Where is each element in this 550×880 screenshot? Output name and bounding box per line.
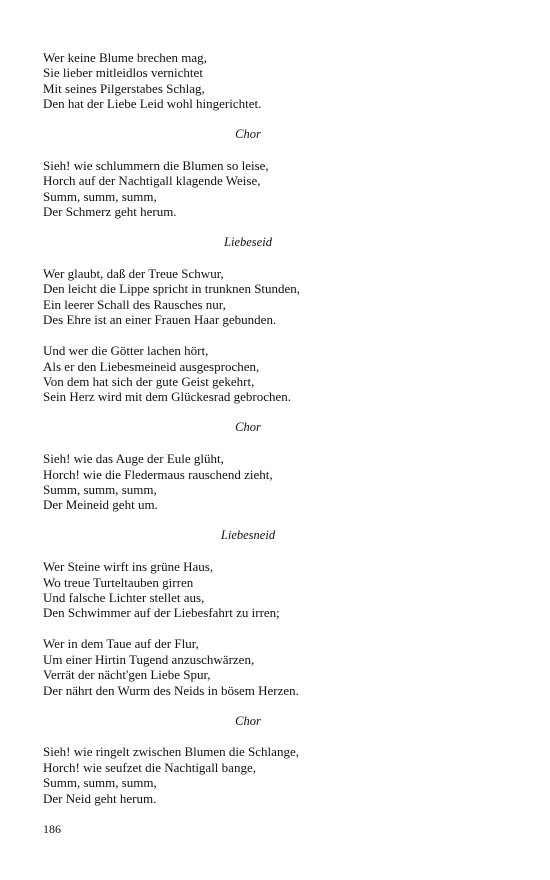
verse-line: Den leicht die Lippe spricht in trunknen Stunden, bbox=[43, 281, 301, 297]
section-heading: Chor bbox=[235, 420, 261, 435]
poem-page bbox=[43, 50, 493, 822]
verse-line: Sieh! wie schlummern die Blumen so leise, bbox=[43, 158, 269, 174]
verse-line: Summ, summ, summ, bbox=[43, 188, 157, 204]
stanza bbox=[43, 636, 493, 698]
verse-line: Und falsche Lichter stellet aus, bbox=[43, 590, 205, 606]
verse-line: Des Ehre ist an einer Frauen Haar gebunden. bbox=[43, 312, 277, 328]
verse-line: Der Meineid geht um. bbox=[43, 497, 158, 513]
stanza bbox=[43, 158, 493, 220]
verse-line: Wer Steine wirft ins grüne Haus, bbox=[43, 559, 214, 575]
page-number: 186 bbox=[43, 822, 61, 836]
verse-line: Der Neid geht herum. bbox=[43, 790, 157, 806]
stanza bbox=[43, 744, 493, 806]
verse-line: Wer keine Blume brechen mag, bbox=[43, 50, 207, 65]
section-heading: Chor bbox=[235, 127, 261, 142]
section-heading: Chor bbox=[235, 713, 261, 728]
verse-line: Der Schmerz geht herum. bbox=[43, 204, 177, 220]
verse-line: Wer in dem Taue auf der Flur, bbox=[43, 636, 199, 652]
verse-line: Horch! wie die Fledermaus rauschend zieht, bbox=[43, 466, 273, 482]
verse-line: Als er den Liebesmeineid ausgesprochen, bbox=[43, 358, 260, 374]
verse-line: Horch! wie seufzet die Nachtigall bange, bbox=[43, 759, 256, 775]
stanza bbox=[43, 451, 493, 513]
verse-line: Und wer die Götter lachen hört, bbox=[43, 343, 209, 359]
verse-line: Summ, summ, summ, bbox=[43, 775, 157, 791]
verse-line: Der nährt den Wurm des Neids in bösem Herzen. bbox=[43, 682, 299, 698]
stanza bbox=[43, 343, 493, 405]
verse-line: Den Schwimmer auf der Liebesfahrt zu irren; bbox=[43, 605, 280, 621]
stanza bbox=[43, 266, 493, 328]
verse-line: Den hat der Liebe Leid wohl hingerichtet. bbox=[43, 96, 262, 112]
verse-line: Sieh! wie das Auge der Eule glüht, bbox=[43, 451, 224, 467]
stanza bbox=[43, 50, 493, 112]
verse-line: Wo treue Turteltauben girren bbox=[43, 574, 194, 590]
verse-line: Ein leerer Schall des Rausches nur, bbox=[43, 296, 226, 312]
verse-line: Mit seines Pilgerstabes Schlag, bbox=[43, 80, 205, 96]
verse-line: Wer glaubt, daß der Treue Schwur, bbox=[43, 266, 224, 282]
section-heading: Liebeseid bbox=[224, 235, 272, 250]
verse-line: Um einer Hirtin Tugend anzuschwärzen, bbox=[43, 651, 255, 667]
stanza bbox=[43, 559, 493, 621]
verse-line: Verrät der nächt'gen Liebe Spur, bbox=[43, 667, 211, 683]
verse-line: Sie lieber mitleidlos vernichtet bbox=[43, 65, 203, 81]
section-heading: Liebesneid bbox=[220, 528, 276, 543]
verse-line: Von dem hat sich der gute Geist gekehrt, bbox=[43, 374, 255, 389]
verse-line: Sein Herz wird mit dem Glückesrad gebrochen. bbox=[43, 389, 292, 405]
verse-line: Horch auf der Nachtigall klagende Weise, bbox=[43, 173, 261, 189]
verse-line: Summ, summ, summ, bbox=[43, 482, 157, 498]
verse-line: Sieh! wie ringelt zwischen Blumen die Schlange, bbox=[43, 744, 299, 760]
